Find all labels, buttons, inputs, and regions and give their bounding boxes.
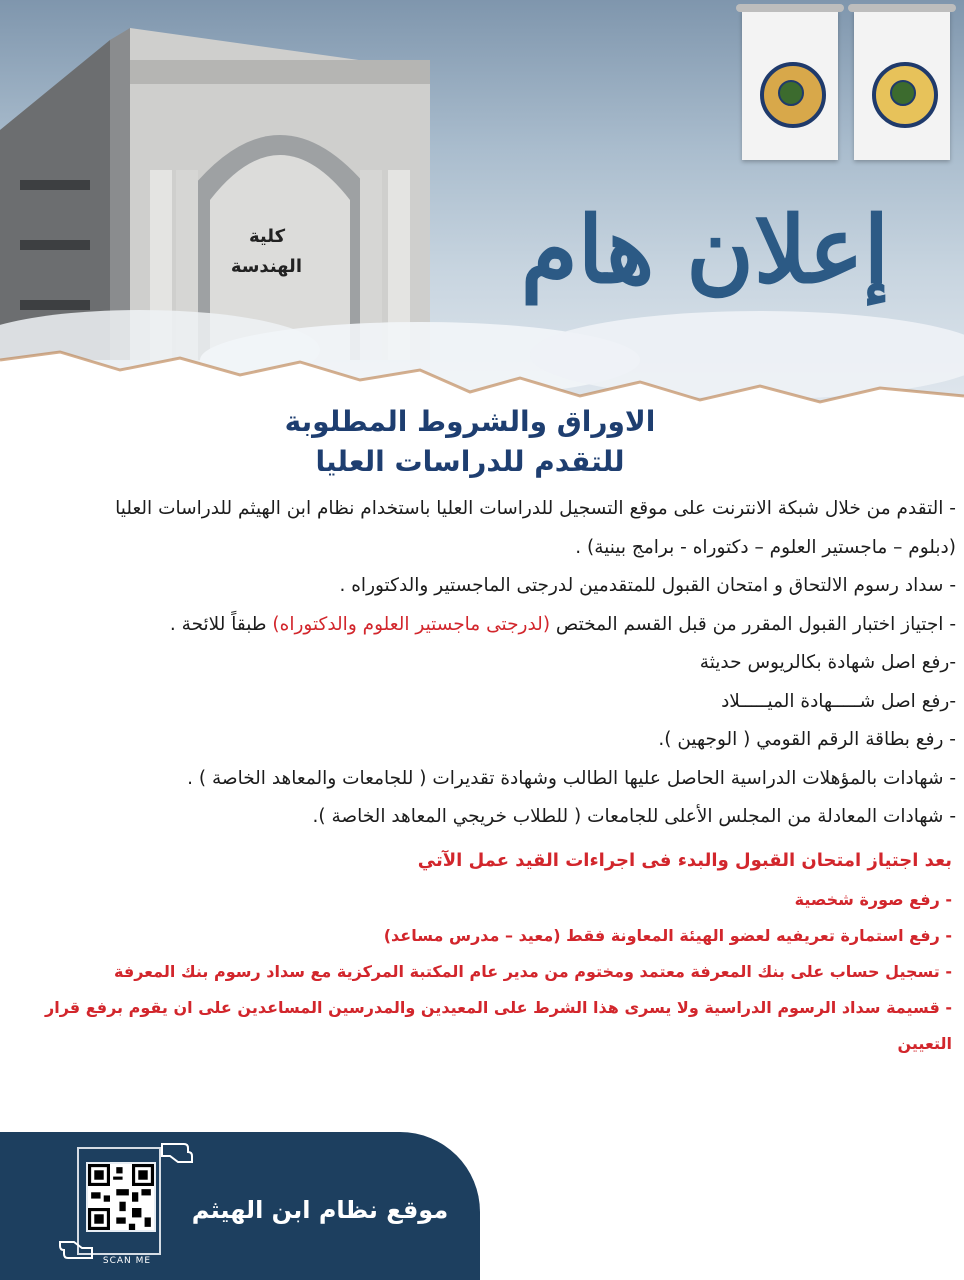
requirement-highlight: (لدرجتى ماجستير العلوم والدكتوراه)	[272, 613, 551, 635]
requirement-item: -رفع اصل شهادة بكالريوس حديثة	[699, 652, 956, 673]
requirement-item	[40, 606, 956, 645]
university-seal-icon	[760, 62, 826, 128]
step-item: - رفع صورة شخصية	[794, 890, 952, 909]
requirement-item: (دبلوم – ماجستير العلوم – دكتوراه - برامج بينية) .	[575, 536, 956, 558]
building-sign	[232, 222, 302, 282]
building-sign-line1: كلية	[248, 226, 286, 247]
requirement-text: طبقاً للائحة .	[169, 613, 273, 635]
headline-line2: للتقدم للدراسات العليا	[315, 445, 625, 478]
requirement-item: - سداد رسوم الالتحاق و امتحان القبول للمتقدمين لدرجتى الماجستير والدكتوراه .	[339, 575, 956, 596]
requirement-item: - شهادات المعادلة من المجلس الأعلى للجامعات ( للطلاب خريجي المعاهد الخاصة ).	[312, 806, 956, 827]
qr-code-image[interactable]	[86, 1162, 156, 1232]
after-acceptance-title: بعد اجتياز امتحان القبول والبدء فى اجراءات القيد عمل الآتي	[417, 850, 952, 871]
requirement-item: - رفع بطاقة الرقم القومي ( الوجهين ).	[658, 729, 956, 750]
step-item: - تسجيل حساب على بنك المعرفة معتمد ومختوم من مدير عام المكتبة المركزية مع سداد رسوم بنك المعرفة	[114, 962, 952, 981]
qr-pattern-icon	[88, 1164, 154, 1230]
requirement-item: -رفع اصل شـــــهادة الميـــــلاد	[721, 690, 956, 712]
hand-pointer-icon	[158, 1138, 198, 1168]
requirement-text: - اجتياز اختبار القبول المقرر من قبل القسم المختص	[550, 613, 956, 635]
step-item: - قسيمة سداد الرسوم الدراسية ولا يسرى هذا الشرط على المعيدين والمدرسين المساعدين على ان يقوم برفع قرار	[45, 998, 952, 1017]
scan-me-label: SCAN ME	[102, 1256, 152, 1266]
page-headline	[250, 402, 690, 482]
step-item: - رفع استمارة تعريفيه لعضو الهيئة المعاونة فقط (معيد – مدرس مساعد)	[383, 926, 952, 945]
faculty-banner	[854, 10, 950, 160]
important-announcement-title: إعلان هام	[520, 196, 890, 304]
faculty-seal-icon	[872, 62, 938, 128]
step-item: التعيين	[897, 1034, 952, 1053]
requirement-item: - شهادات بالمؤهلات الدراسية الحاصل عليها الطالب وشهادة تقديرات ( للجامعات والمعاهد الخاصة ) .	[187, 767, 956, 789]
requirements-list	[40, 490, 956, 837]
after-acceptance-steps	[40, 882, 952, 1062]
university-banner	[742, 10, 838, 160]
ibn-haitham-site-link[interactable]: موقع نظام ابن الهيثم	[191, 1196, 449, 1224]
requirement-item: - التقدم من خلال شبكة الانترنت على موقع التسجيل للدراسات العليا باستخدام نظام ابن الهيثم للدراسات العليا	[115, 498, 956, 519]
headline-line1: الاوراق والشروط المطلوبة	[284, 405, 656, 438]
building-sign-line2: الهندسة	[230, 256, 302, 277]
hand-pointer-icon	[52, 1238, 96, 1268]
